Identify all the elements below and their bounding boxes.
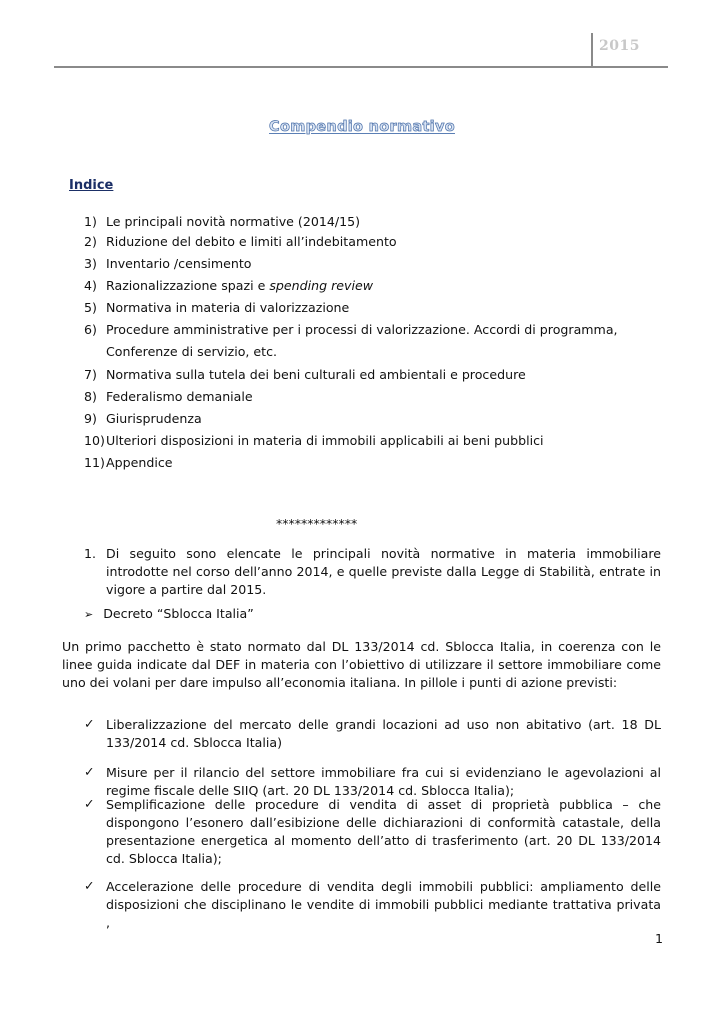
toc-item bbox=[84, 433, 544, 449]
checklist-item: Semplificazione delle procedure di vendita di asset di proprietà pubblica – che dispongono l’esonero dall’esibizione delle dichiarazioni di conformità catastale, della presentazione energetica al momento dell’atto di trasferimento (art. 20 DL 133/2014 cd. Sblocca Italia); bbox=[106, 797, 661, 866]
toc-number: 4) bbox=[84, 278, 97, 293]
check-mark-icon: ✓ bbox=[84, 796, 95, 811]
section-number: 1. bbox=[84, 546, 97, 561]
decree-text: Decreto “Sblocca Italia” bbox=[103, 606, 254, 621]
toc-number: 3) bbox=[84, 256, 97, 271]
check-mark-icon: ✓ bbox=[84, 878, 95, 893]
toc-item bbox=[84, 411, 202, 427]
toc-item bbox=[84, 300, 349, 316]
toc-text: Ulteriori disposizioni in materia di immobili applicabili ai beni pubblici bbox=[106, 433, 544, 448]
toc-number: 2) bbox=[84, 234, 97, 249]
toc-text: Procedure amministrative per i processi di valorizzazione. Accordi di programma, bbox=[106, 322, 618, 337]
header-divider bbox=[591, 33, 593, 67]
toc-number: 6) bbox=[84, 322, 97, 337]
toc-text: Federalismo demaniale bbox=[106, 389, 253, 404]
toc-item bbox=[84, 455, 173, 471]
checklist-item: Accelerazione delle procedure di vendita degli immobili pubblici: ampliamento delle disposizioni che disciplinano le vendite di immobili pubblici mediante trattativa privata , bbox=[106, 879, 661, 930]
section-1-paragraph bbox=[84, 545, 661, 599]
toc-text: Riduzione del debito e limiti all’indebitamento bbox=[106, 234, 397, 249]
checklist-item: Liberalizzazione del mercato delle grandi locazioni ad uso non abitativo (art. 18 DL 133/2014 cd. Sblocca Italia) bbox=[106, 717, 661, 750]
check-mark-icon: ✓ bbox=[84, 764, 95, 779]
index-heading: Indice bbox=[69, 178, 114, 193]
toc-text: Appendice bbox=[106, 455, 173, 470]
toc-text: Normativa sulla tutela dei beni culturali ed ambientali e procedure bbox=[106, 367, 526, 382]
toc-text: Giurisprudenza bbox=[106, 411, 202, 426]
toc-text-continuation: Conferenze di servizio, etc. bbox=[106, 344, 278, 359]
toc-item bbox=[84, 389, 253, 405]
toc-number: 10) bbox=[84, 433, 105, 448]
page-number: 1 bbox=[655, 931, 664, 946]
toc-number: 5) bbox=[84, 300, 97, 315]
document-title: Compendio normativo bbox=[269, 119, 455, 135]
intro-paragraph: Un primo pacchetto è stato normato dal DL 133/2014 cd. Sblocca Italia, in coerenza con le linee guida indicate dal DEF in materia con l’obiettivo di utilizzare il settore immobiliare come uno dei volani per dare impulso all’economia italiana. In pillole i punti di azione previsti: bbox=[62, 639, 661, 690]
toc-number: 8) bbox=[84, 389, 97, 404]
toc-number: 7) bbox=[84, 367, 97, 382]
toc-item bbox=[84, 322, 618, 359]
checklist-item: Misure per il rilancio del settore immobiliare fra cui si evidenziano le agevolazioni al regime fiscale delle SIIQ (art. 20 DL 133/2014 cd. Sblocca Italia); bbox=[106, 765, 661, 798]
check-mark-icon: ✓ bbox=[84, 716, 95, 731]
toc-text: Le principali novità normative (2014/15) bbox=[106, 214, 361, 229]
arrow-bullet-icon: ➢ bbox=[84, 608, 94, 621]
toc-item bbox=[84, 214, 360, 230]
toc-item bbox=[84, 256, 252, 272]
toc-text: Normativa in materia di valorizzazione bbox=[106, 300, 350, 315]
toc-number: 9) bbox=[84, 411, 97, 426]
toc-text-italic: spending review bbox=[269, 278, 374, 293]
toc-item bbox=[84, 234, 397, 250]
toc-item bbox=[84, 278, 373, 294]
header-rule bbox=[54, 66, 668, 68]
toc-item bbox=[84, 367, 526, 383]
decree-item bbox=[84, 606, 254, 621]
toc-number: 1) bbox=[84, 214, 97, 229]
section-separator: ************* bbox=[276, 516, 358, 531]
toc-number: 11) bbox=[84, 455, 105, 470]
toc-text: Inventario /censimento bbox=[106, 256, 252, 271]
toc-text: Razionalizzazione spazi e bbox=[106, 278, 270, 293]
section-1-text: Di seguito sono elencate le principali novità normative in materia immobiliare introdotte nel corso dell’anno 2014, e quelle previste dalla Legge di Stabilità, entrate in vigore a partire dal 2015. bbox=[106, 546, 661, 597]
header-year: 2015 bbox=[599, 38, 640, 54]
